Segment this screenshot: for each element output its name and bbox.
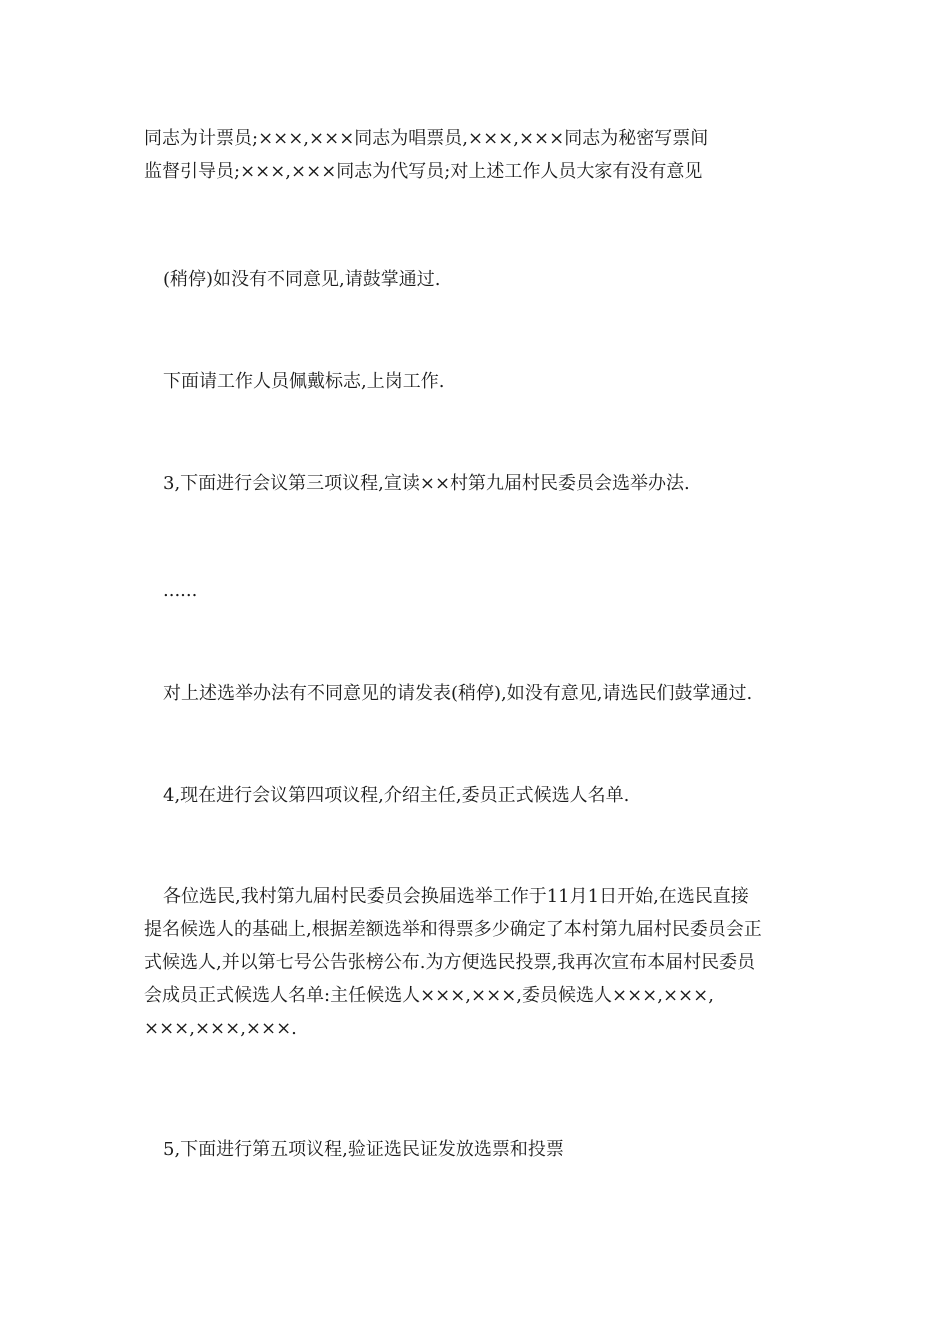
paragraph-candidate-list xyxy=(144,880,808,1045)
paragraph-agenda-item-3: 3,下面进行会议第三项议程,宣读××村第九届村民委员会选举办法. xyxy=(163,473,690,494)
text-line: 提名候选人的基础上,根据差额选举和得票多少确定了本村第九届村民委员会正 xyxy=(144,919,762,940)
paragraph-pause-approval: (稍停)如没有不同意见,请鼓掌通过. xyxy=(163,269,441,290)
paragraph-staff-badges: 下面请工作人员佩戴标志,上岗工作. xyxy=(163,371,445,392)
paragraph-agenda-item-5: 5,下面进行第五项议程,验证选民证发放选票和投票 xyxy=(163,1139,564,1160)
text-line: 各位选民,我村第九届村民委员会换届选举工作于11月1日开始,在选民直接 xyxy=(163,886,749,907)
text-line: 式候选人,并以第七号公告张榜公布.为方便选民投票,我再次宣布本届村民委员 xyxy=(144,952,756,973)
text-line: 监督引导员;×××,×××同志为代写员;对上述工作人员大家有没有意见 xyxy=(144,161,703,182)
text-line: 同志为计票员;×××,×××同志为唱票员,×××,×××同志为秘密写票间 xyxy=(144,128,709,149)
paragraph-agenda-item-4: 4,现在进行会议第四项议程,介绍主任,委员正式候选人名单. xyxy=(163,785,630,806)
paragraph-ellipsis: ...... xyxy=(163,580,198,601)
text-line: ×××,×××,×××. xyxy=(144,1018,297,1039)
paragraph-election-method-approval: 对上述选举办法有不同意见的请发表(稍停),如没有意见,请选民们鼓掌通过. xyxy=(163,683,753,704)
paragraph-staff-appointments xyxy=(144,122,808,188)
text-line: 会成员正式候选人名单:主任候选人×××,×××,委员候选人×××,×××, xyxy=(144,985,714,1006)
